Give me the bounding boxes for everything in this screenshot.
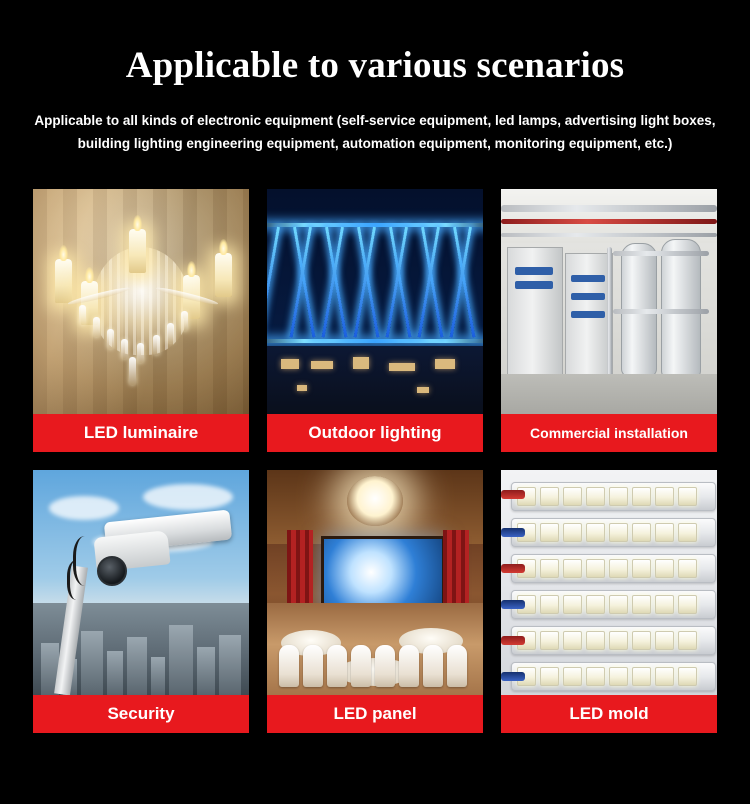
led-module-strips-photo xyxy=(501,470,717,695)
security-camera-photo xyxy=(33,470,249,695)
scenario-grid xyxy=(33,189,717,733)
outdoor-building-lighting-photo xyxy=(267,189,483,414)
scenario-card-led-luminaire[interactable] xyxy=(33,189,249,452)
card-caption: Outdoor lighting xyxy=(267,414,483,452)
page-subtitle: Applicable to all kinds of electronic equipment (self-service equipment, led lamps, advertising light boxes, building lighting engineering equipment, automation equipment, monitoring equipment, etc.) xyxy=(34,112,716,151)
card-caption: Commercial installation xyxy=(501,414,717,452)
card-caption: Security xyxy=(33,695,249,733)
scenario-card-led-panel[interactable] xyxy=(267,470,483,733)
scenario-card-outdoor-lighting[interactable] xyxy=(267,189,483,452)
industrial-equipment-photo xyxy=(501,189,717,414)
banquet-hall-led-screen-photo xyxy=(267,470,483,695)
chandelier-photo xyxy=(33,189,249,414)
scenario-card-commercial-installation[interactable] xyxy=(501,189,717,452)
card-caption: LED mold xyxy=(501,695,717,733)
card-caption: LED luminaire xyxy=(33,414,249,452)
scenario-card-led-mold[interactable] xyxy=(501,470,717,733)
scenario-card-security[interactable] xyxy=(33,470,249,733)
card-caption: LED panel xyxy=(267,695,483,733)
page-title: Applicable to various scenarios xyxy=(125,45,625,86)
